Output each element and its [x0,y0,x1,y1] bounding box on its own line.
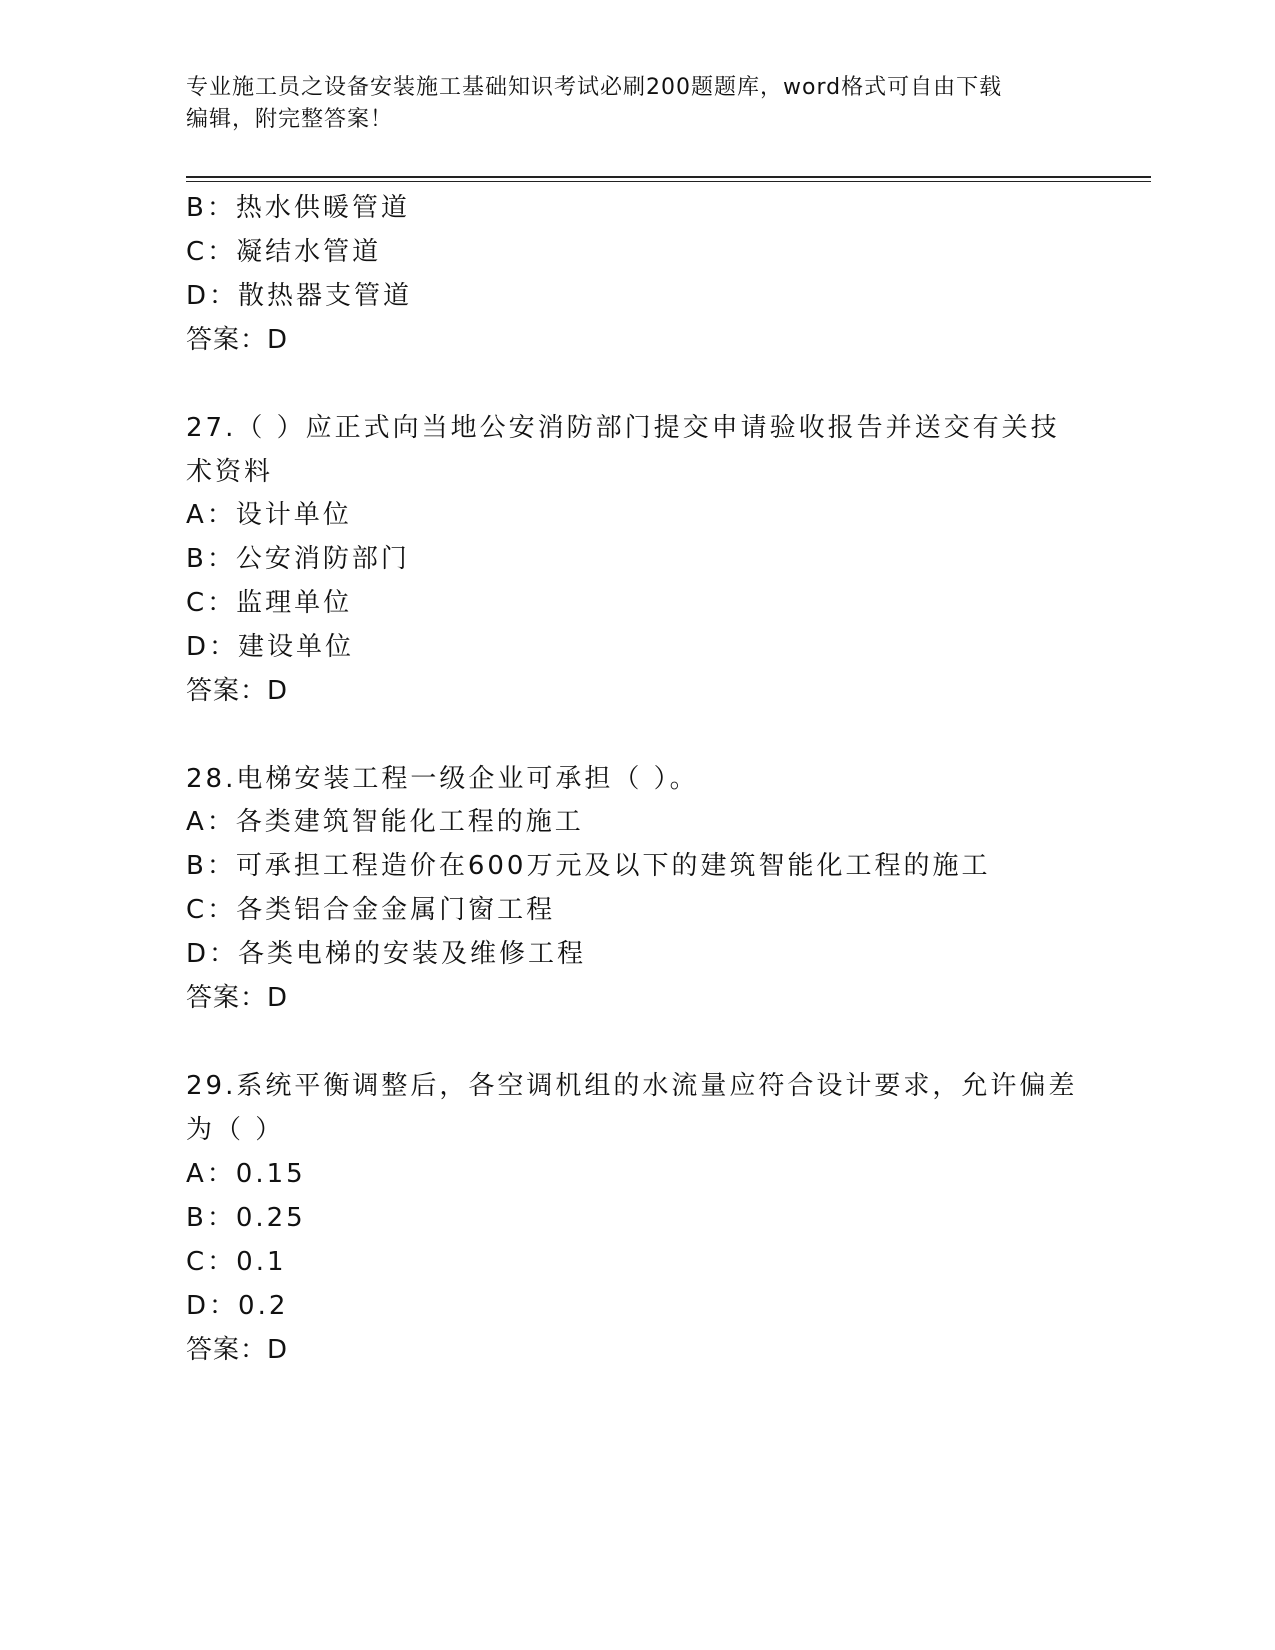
q29-option-c: C：0.1 [186,1247,287,1277]
q28-option-c: C：各类铝合金金属门窗工程 [186,895,556,925]
q29-stem-line-1: 29.系统平衡调整后，各空调机组的水流量应符合设计要求，允许偏差 [186,1071,1078,1101]
q29-answer: 答案：D [186,1335,289,1365]
q29-option-a: A：0.15 [186,1159,306,1189]
header-title-line-2: 编辑，附完整答案！ [186,107,394,132]
q27-option-d: D：建设单位 [186,632,355,662]
q27-stem-line-2: 术资料 [186,457,274,487]
q26-answer: 答案：D [186,325,289,355]
q27-option-a: A：设计单位 [186,500,352,530]
q29-option-b: B：0.25 [186,1203,306,1233]
header-title-line-1: 专业施工员之设备安装施工基础知识考试必刷200题题库，word格式可自由下载 [186,75,1003,100]
q27-option-b: B：公安消防部门 [186,544,410,574]
q26-option-d: D：散热器支管道 [186,281,413,311]
q27-answer: 答案：D [186,676,289,706]
document-header [186,72,1086,136]
q26-option-c: C：凝结水管道 [186,237,382,267]
q28-stem: 28.电梯安装工程一级企业可承担（ ）。 [186,764,699,794]
header-divider-thin [186,181,1151,182]
q27-option-c: C：监理单位 [186,588,353,618]
q28-option-b: B：可承担工程造价在600万元及以下的建筑智能化工程的施工 [186,851,991,881]
q28-option-d: D：各类电梯的安装及维修工程 [186,939,587,969]
q29-stem-line-2: 为（ ） [186,1115,285,1145]
q28-answer: 答案：D [186,983,289,1013]
header-divider-thick [186,176,1151,178]
q28-option-a: A：各类建筑智能化工程的施工 [186,807,584,837]
q26-option-b: B：热水供暖管道 [186,193,410,223]
q29-option-d: D：0.2 [186,1291,289,1321]
q27-stem-line-1: 27.（ ）应正式向当地公安消防部门提交申请验收报告并送交有关技 [186,413,1060,443]
